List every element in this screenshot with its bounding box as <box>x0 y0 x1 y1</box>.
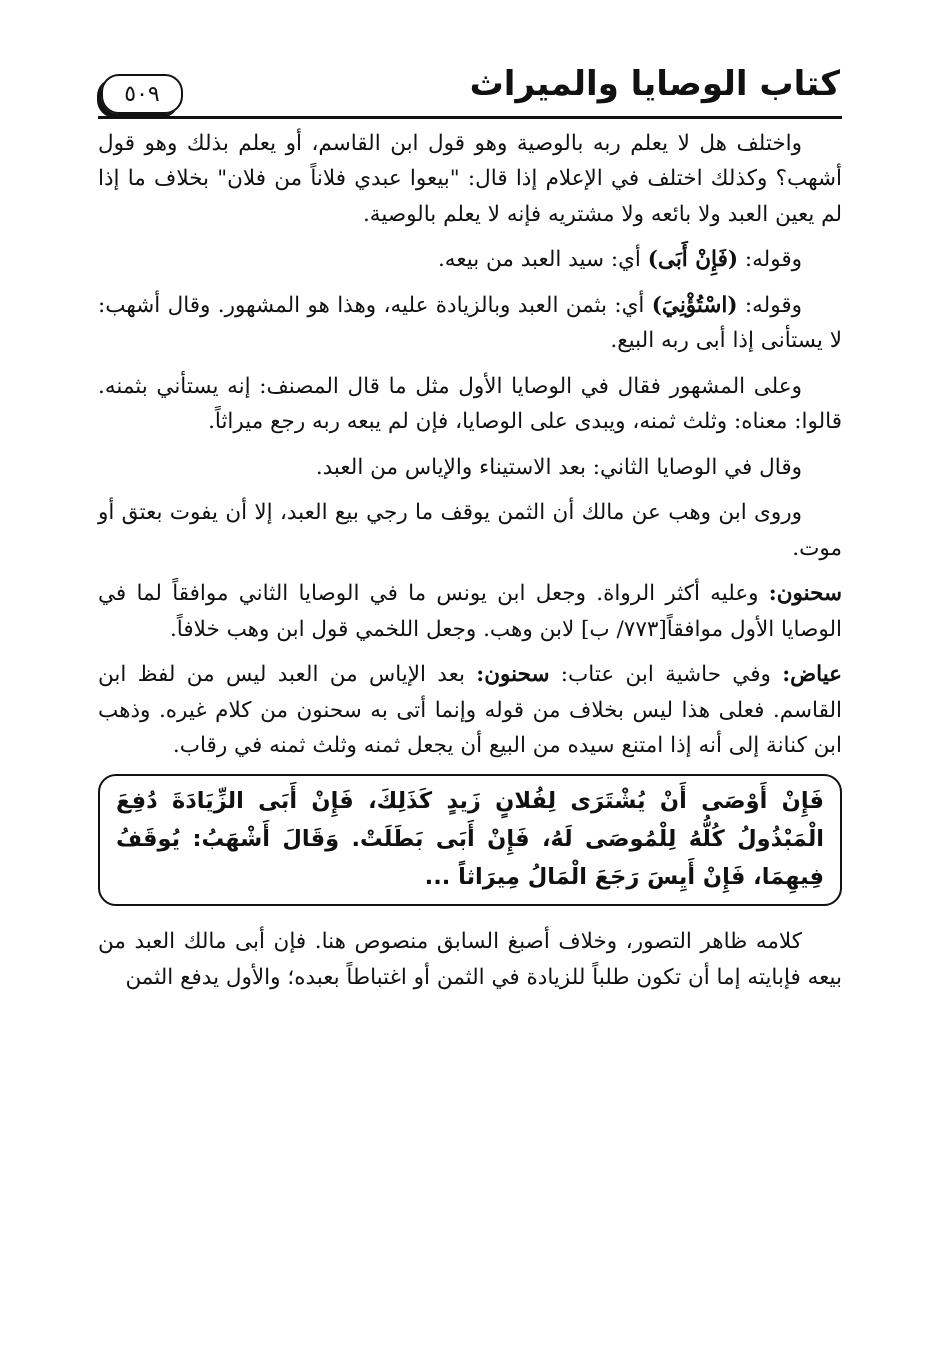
paragraph <box>98 576 842 647</box>
page-header <box>95 60 842 120</box>
matn-box: فَإِنْ أَوْصَى أَنْ يُشْتَرَى لِفُلانٍ زَيدٍ كَذَلِكَ، فَإِنْ أَبَى الزِّيَادَةَ دُفِعَ الْمَبْذُولُ كُلُّهُ لِلْمُوصَى لَهُ، فَإِنْ أَبَى بَطَلَتْ. وَقَالَ أَشْهَبُ: يُوقَفُ فِيهِمَا، فَإِنْ أَيِسَ رَجَعَ الْمَالُ مِيرَاثاً ... <box>98 774 842 907</box>
paragraph <box>98 242 842 277</box>
paragraph-prefix: وقوله: <box>738 247 802 273</box>
quoted-term: (اسْتُؤْنِيَ) <box>651 292 738 318</box>
paragraph-text: وعليه أكثر الرواة. وجعل ابن يونس ما في الوصايا الثاني موافقاً لما في الوصايا الأول موافقاً[٧٧٣/ ب] لابن وهب. وجعل اللخمي قول ابن وهب خلافاً. <box>98 581 842 642</box>
main-text <box>98 126 842 1005</box>
paragraph-text: أي: بثمن العبد وبالزيادة عليه، وهذا هو المشهور. وقال أشهب: لا يستأنى إذا أبى ربه البيع. <box>98 292 842 354</box>
scholar-name: عياض: <box>782 662 843 688</box>
paragraph: وقال في الوصايا الثاني: بعد الاستيناء والإياس من العبد. <box>315 454 802 480</box>
paragraph-text: بعد الإياس من العبد ليس من لفظ ابن القاسم. فعلى هذا ليس بخلاف من قوله وإنما أتى به سحنون من كلام غيره. وذهب ابن كنانة إلى أنه إذا امتنع سيده من البيع أن يجعل ثمنه وثلث ثمنه في رقاب. <box>98 662 842 759</box>
paragraph: وعلى المشهور فقال في الوصايا الأول مثل ما قال المصنف: إنه يستأني بثمنه. قالوا: معناه: وثلث ثمنه، ويبدى على الوصايا، فإن لم يبعه ربه رجع ميراثاً. <box>98 373 842 435</box>
scholar-name: سحنون: <box>768 581 842 607</box>
paragraph: واختلف هل لا يعلم ربه بالوصية وهو قول ابن القاسم، أو يعلم بذلك وهو قول أشهب؟ وكذلك اختلف في الإعلام إذا قال: "بيعوا عبدي فلاناً من فلان" بخلاف ما إذا لم يعين العبد ولا بائعه ولا مشتريه فإنه لا يعلم بالوصية. <box>98 131 842 227</box>
paragraph: كلامه ظاهر التصور، وخلاف أصبغ السابق منصوص هنا. فإن أبى مالك العبد من بيعه فإبايته إما أن تكون طلباً للزيادة في الثمن أو اغتباطاً بعبده؛ والأول يدفع الثمن <box>98 929 842 990</box>
paragraph <box>98 288 842 359</box>
book-title: كتاب الوصايا والميراث <box>469 64 840 104</box>
scholar-name: سحنون: <box>476 662 550 688</box>
page-number: ٥٠٩ <box>101 74 183 114</box>
header-divider <box>98 116 842 119</box>
paragraph <box>98 657 842 763</box>
paragraph-prefix: وقوله: <box>737 292 802 318</box>
paragraph-text: وفي حاشية ابن عتاب: <box>549 662 783 688</box>
paragraph-text: أي: سيد العبد من بيعه. <box>437 247 648 273</box>
paragraph: وروى ابن وهب عن مالك أن الثمن يوقف ما رجي بيع العبد، إلا أن يفوت بعتق أو موت. <box>98 500 842 561</box>
quoted-term: (فَإِنْ أَبَى) <box>647 247 739 273</box>
